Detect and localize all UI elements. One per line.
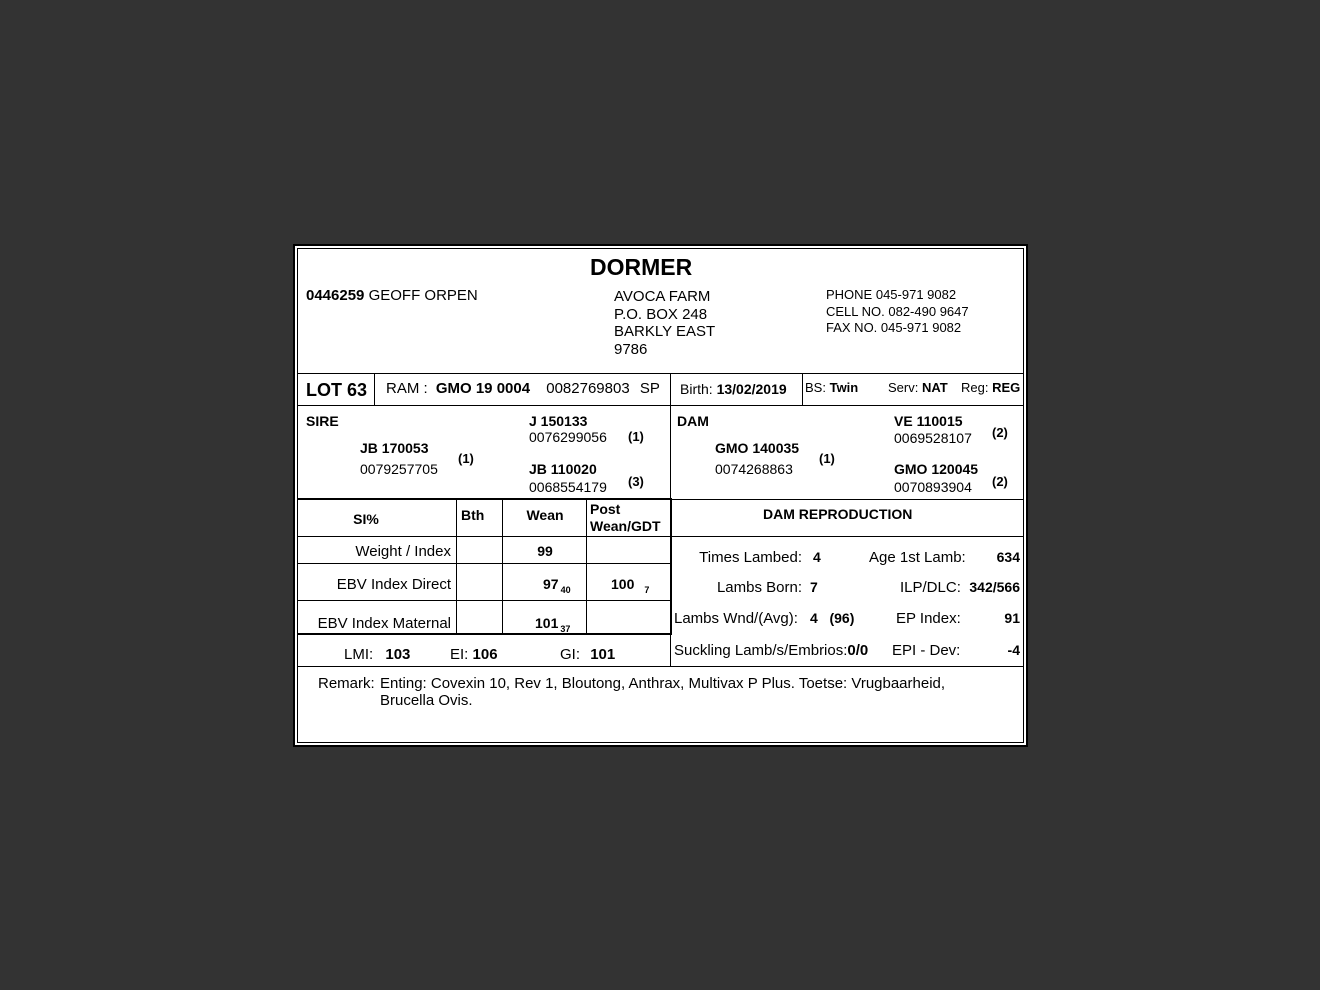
ei-label: EI: (450, 646, 469, 663)
suckling-label: Suckling Lamb/s/Embrios: (674, 642, 848, 659)
wean-value: 101 (535, 615, 559, 631)
post-value: 100 (611, 576, 635, 592)
dam-reg: 0074268863 (715, 461, 793, 477)
gi-label: GI: (560, 646, 581, 663)
si-row-label: EBV Index Direct (336, 576, 451, 593)
address-line: AVOCA FARM (614, 288, 711, 305)
address-line: P.O. BOX 248 (614, 305, 708, 323)
ram-label: RAM : (386, 380, 428, 397)
si-table-bottom (298, 633, 672, 635)
si-row-post (611, 577, 649, 595)
lambs-born-label: Lambs Born: (716, 579, 802, 596)
sire-dam-id: JB 110020 (529, 461, 597, 477)
serv-label: Serv: (888, 380, 919, 395)
gi-value: 101 (590, 646, 616, 663)
reg-info (961, 381, 1020, 394)
ram-suffix: SP (639, 380, 660, 397)
epi-dev-value: -4 (1007, 642, 1020, 658)
address-line: 9786 (614, 340, 648, 358)
ilp-label: ILP/DLC: (900, 579, 961, 596)
wean-sub: 40 (560, 585, 571, 595)
ei-value: 106 (472, 646, 498, 663)
divider (298, 563, 671, 564)
contact-block (826, 287, 969, 337)
si-table-top (298, 498, 672, 500)
breeder-name: GEOFF ORPEN (368, 287, 478, 304)
breeder-code: 0446259 (306, 287, 365, 304)
dam-reproduction-title: DAM REPRODUCTION (763, 506, 913, 522)
lot-card (293, 244, 1028, 747)
lambs-wnd-label: Lambs Wnd/(Avg): (674, 610, 798, 627)
divider (298, 373, 1023, 374)
dam-sire-reg: 0069528107 (894, 430, 972, 446)
address-block (614, 288, 715, 358)
bs-value: Twin (829, 380, 859, 395)
address-line: BARKLY EAST (614, 323, 716, 340)
lmi (344, 647, 410, 662)
lot-number: LOT 63 (306, 380, 368, 400)
sire-sire-id: J 150133 (529, 413, 588, 429)
phone: PHONE 045-971 9082 (826, 287, 957, 302)
remark-label: Remark: (318, 675, 375, 692)
sire-sire-reg: 0076299056 (529, 429, 607, 445)
age-first-lamb-label: Age 1st Lamb: (869, 549, 966, 566)
birth-label: Birth: (680, 381, 713, 397)
birth-date: 13/02/2019 (716, 381, 787, 397)
lambs-wnd-value: 4 (96) (810, 610, 855, 626)
ram-info (386, 381, 660, 396)
lmi-label: LMI: (344, 646, 374, 663)
ram-reg: 0082769803 (546, 380, 630, 397)
bs-label: BS: (805, 380, 826, 395)
si-table-right (670, 498, 672, 635)
wean-sub: 37 (560, 624, 571, 634)
divider (374, 373, 375, 405)
ep-index-label: EP Index: (896, 610, 961, 627)
divider (298, 536, 671, 537)
post-sub: 7 (644, 585, 650, 595)
si-row-wean (535, 616, 570, 634)
dam-dam-reg: 0070893904 (894, 479, 972, 495)
bs-info (805, 381, 858, 394)
post-wean-header (590, 501, 661, 535)
lot-card-inner (297, 248, 1024, 743)
dam-sire-id: VE 110015 (894, 413, 963, 429)
si-row-wean: 99 (537, 543, 553, 559)
dam-count: (1) (819, 451, 835, 466)
suckling (674, 643, 868, 658)
serv-value: NAT (921, 380, 948, 395)
sire-id: JB 170053 (360, 440, 429, 456)
remark-line1: Enting: Covexin 10, Rev 1, Bloutong, Anthrax, Multivax P Plus. Toetse: Vrugbaarheid, (380, 675, 946, 692)
lmi-value: 103 (385, 646, 411, 663)
si-header: SI% (353, 511, 379, 527)
divider (672, 536, 1023, 537)
si-row-label: Weight / Index (355, 543, 451, 560)
sire-label: SIRE (306, 413, 339, 429)
divider (672, 499, 1023, 500)
bth-header: Bth (461, 507, 485, 523)
breeder (306, 288, 478, 303)
dam-label: DAM (677, 413, 709, 429)
dam-dam-count: (2) (992, 474, 1008, 489)
ep-index-value: 91 (1004, 610, 1020, 626)
dam-id: GMO 140035 (715, 440, 800, 456)
wean-header: Wean (526, 507, 564, 523)
birth-info (680, 382, 787, 396)
ilp-value: 342/566 (969, 579, 1020, 595)
si-row-label: EBV Index Maternal (317, 615, 451, 632)
lambs-born-value: 7 (810, 579, 818, 595)
post-header-line1: Post (590, 501, 621, 517)
sire-count: (1) (458, 451, 474, 466)
remark-line2: Brucella Ovis. (380, 692, 473, 709)
serv-info (888, 381, 948, 394)
ram-id: GMO 19 0004 (435, 380, 531, 397)
epi-dev-label: EPI - Dev: (892, 642, 961, 659)
gi (560, 647, 615, 662)
times-lambed-value: 4 (813, 549, 821, 565)
reg-value: REG (992, 380, 1021, 395)
dam-dam-id: GMO 120045 (894, 461, 979, 477)
wean-value: 97 (543, 576, 559, 592)
reg-label: Reg: (961, 380, 989, 395)
suckling-value: 0/0 (847, 642, 869, 659)
dam-sire-count: (2) (992, 425, 1008, 440)
divider (298, 405, 1023, 406)
divider (802, 373, 803, 405)
sire-dam-reg: 0068554179 (529, 479, 607, 495)
sire-dam-count: (3) (628, 474, 644, 489)
divider (298, 600, 671, 601)
divider (670, 633, 671, 666)
divider (670, 373, 671, 499)
si-row-wean (543, 577, 571, 595)
ei (450, 647, 498, 662)
divider (456, 499, 457, 633)
cell: CELL NO. 082-490 9647 (826, 303, 969, 319)
divider (298, 666, 1023, 667)
breed-title: DORMER (590, 254, 693, 280)
times-lambed-label: Times Lambed: (699, 549, 802, 566)
age-first-lamb-value: 634 (996, 549, 1020, 565)
sire-reg: 0079257705 (360, 461, 438, 477)
fax: FAX NO. 045-971 9082 (826, 320, 962, 335)
post-header-line2: Wean/GDT (590, 518, 661, 534)
sire-sire-count: (1) (628, 429, 644, 444)
